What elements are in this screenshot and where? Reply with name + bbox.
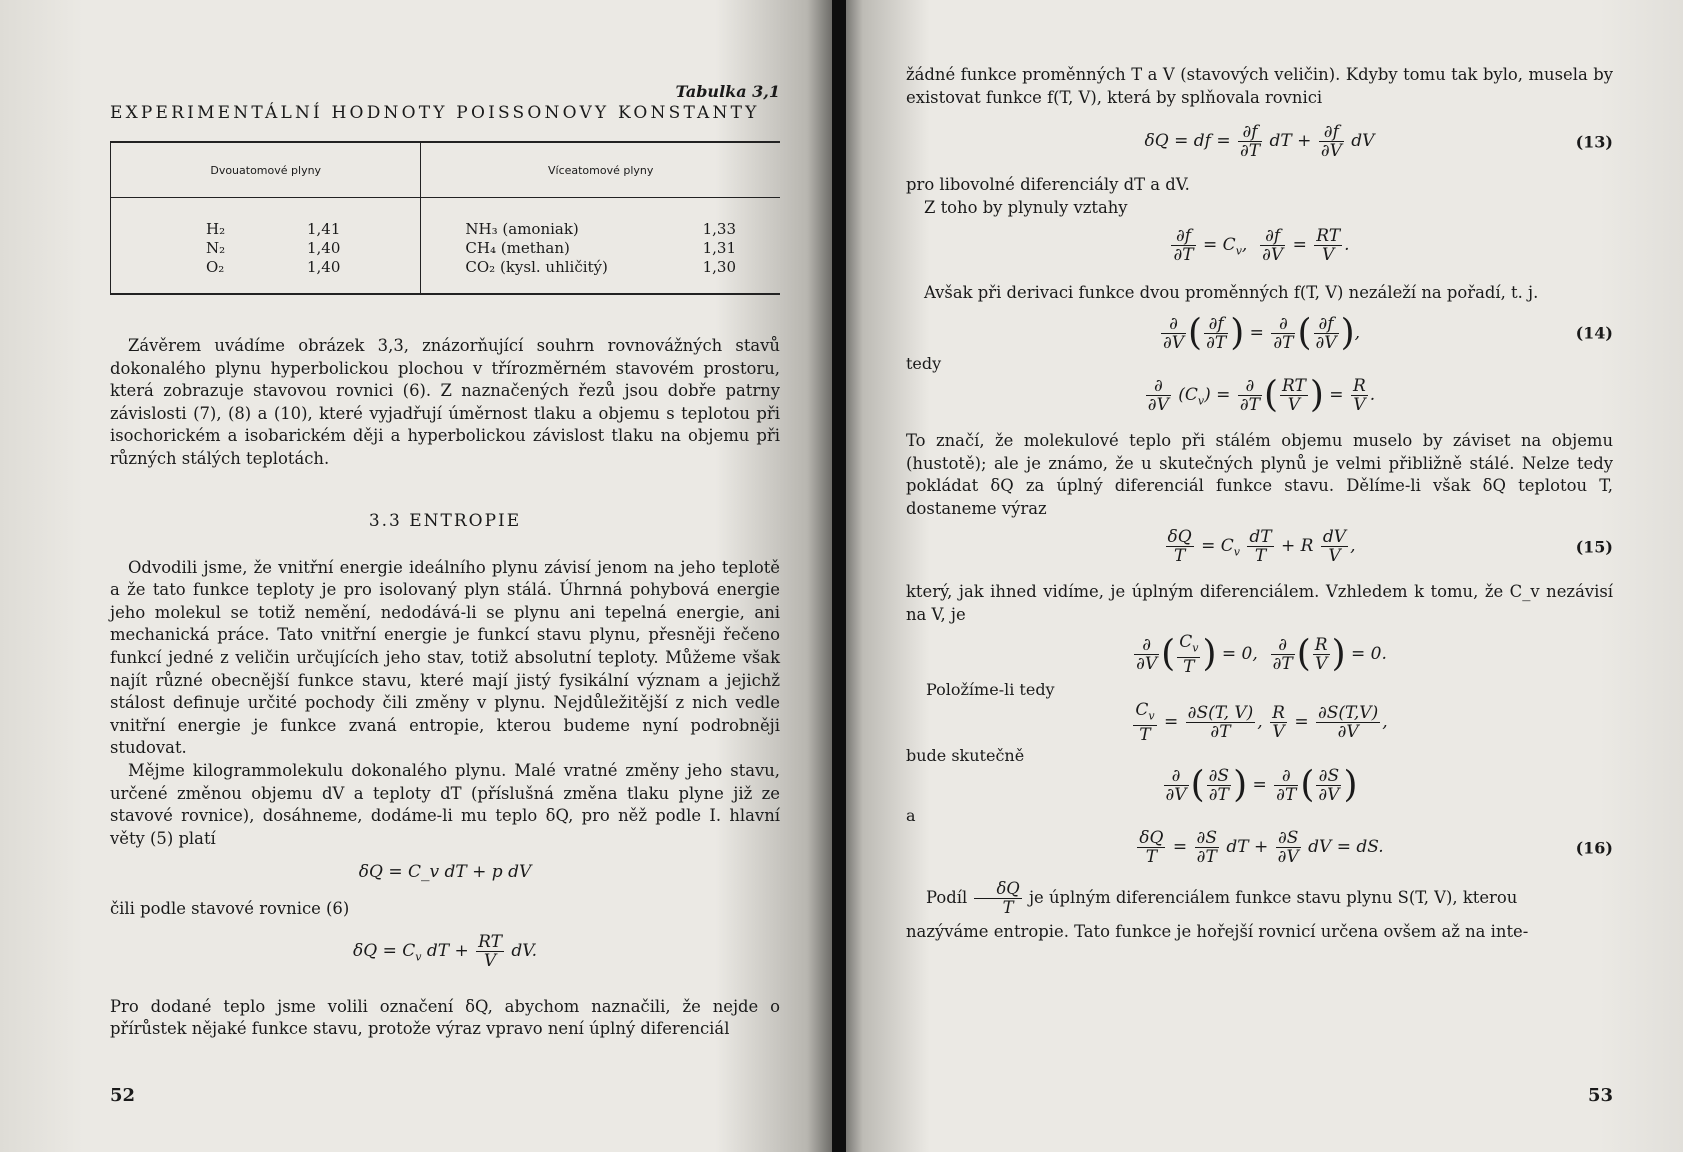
gas-value: 1,30 xyxy=(702,258,736,276)
page-number-right: 53 xyxy=(1587,1085,1613,1106)
equation-partials-zero: $\frac{\partial}{\partial V}$ ( $\frac{C_v}{T}$ ) = 0, $\frac{\partial}{\partial T}$ ( $\frac{R}{V}$ ) = 0. xyxy=(1136,631,1387,677)
equation-number-14: (14) xyxy=(1575,323,1613,343)
paragraph-exact-differential: který, jak ihned vidíme, je úplným diferenciálem. Vzhledem k tomu, že C_v nezávisí na V, je xyxy=(906,582,1613,624)
text-podil: Podíl xyxy=(926,888,968,908)
polyatomic-cell xyxy=(421,198,780,295)
text-a: a xyxy=(906,806,916,826)
text-cili: čili podle stavové rovnice (6) xyxy=(110,899,350,919)
equation-mixed-partials: $\frac{\partial}{\partial V}$ ( $\frac{\partial S}{\partial T}$ ) = $\frac{\partial}{\partial T}$ ( $\frac{\partial S}{\partial V}$ ) xyxy=(1165,764,1358,806)
gas-formula: H₂ xyxy=(206,220,226,238)
text-differentials: pro libovolné diferenciály dT a dV. xyxy=(906,175,1190,195)
equation-first-law: δQ = C_v dT + p dV xyxy=(358,862,532,883)
equation-relations: $\frac{\partial f}{\partial T}$ = $C_v$, $\frac{\partial f}{\partial V}$ = $\frac{RT}{V}$ . xyxy=(1173,226,1350,266)
right-page xyxy=(846,0,1683,1152)
gas-value: 1,31 xyxy=(702,239,736,257)
equation-number-15: (15) xyxy=(1575,537,1613,557)
equation-15: $\frac{\delta Q}{T}$ = $C_v$ $\frac{dT}{T}$ + R $\frac{dV}{V}$ , (15) xyxy=(1167,527,1613,567)
equation-number-16: (16) xyxy=(1575,838,1613,858)
paragraph-entropy-end: nazýváme entropie. Tato funkce je hořejší rovnicí určena ovšem až na inte- xyxy=(906,922,1529,942)
equation-state: $\delta Q = C_v$ dT + $\frac{RT}{V}$ dV. xyxy=(353,931,537,971)
book-gutter xyxy=(832,0,846,1152)
paragraph-entropy-intro: Odvodili jsme, že vnitřní energie ideálního plynu závisí jenom na jeho teplotě a že tato funkce teploty je pro isolovaný plyn stálá. Úhrnná pohybová energie jeho molekul se totiž nemění, nedodává-li se plynu ani tepelná energie, ani mechanická práce. Tato vnitřní energie je funkcí stavu plynu, přesněji řečeno funkcí jedné z veličin určujících jeho stav, totiž absolutní teploty. Můžeme však najít různé obecnější funkce stavu, které mají jistý fysikální význam a jejichž stálost definuje určité pochody čili změny v plynu. Nejdůležitější z nich vedle vnitřní energie je funkce zvaná entropie, kterou budeme nyní podrobněji studovat. xyxy=(110,557,780,758)
header-polyatomic: Víceatomové plyny xyxy=(421,142,780,198)
table-label: Tabulka 3,1 xyxy=(675,82,780,101)
table-row xyxy=(465,239,736,258)
paragraph-continuation: žádné funkce proměnných T a V (stavových veličin). Kdyby tomu tak bylo, musela by existovat funkce f(T, V), která by splňovala rovnici xyxy=(906,65,1613,107)
equation-16: $\frac{\delta Q}{T}$ = $\frac{\partial S}{\partial T}$ dT + $\frac{\partial S}{\partial V}$ dV = dS. (16) xyxy=(1139,828,1613,868)
table-row xyxy=(206,220,340,239)
table-title: EXPERIMENTÁLNÍ HODNOTY POISSONOVY KONSTANTY xyxy=(110,103,760,123)
text-relations: Z toho by plynuly vztahy xyxy=(924,197,1128,217)
gas-formula: CO₂ (kysl. uhličitý) xyxy=(465,258,608,276)
header-diatomic: Dvouatomové plyny xyxy=(111,142,421,198)
equation-number-13: (13) xyxy=(1575,132,1613,152)
paragraph-summary: Závěrem uvádíme obrázek 3,3, znázorňující souhrn rovnovážných stavů dokonalého plynu hyperbolickou plochou v třírozměrném stavovém prostoru, která zobrazuje stavovou rovnici (6). Z naznačených řezů jsou dobře patrny závislosti (7), (8) a (10), které vyjadřují úměrnost tlaku a objemu s teplotou při isochorickém a isobarickém ději a hyperbolickou závislost tlaku na objemu při různých stálých teplotách. xyxy=(110,336,780,468)
section-heading: 3.3 ENTROPIE xyxy=(368,510,522,531)
equation-entropy-definition: $\frac{C_v}{T}$ = $\frac{\partial S(T, V)}{\partial T}$ , $\frac{R}{V}$ = $\frac{\partial S(T,V)}{\partial V}$ , xyxy=(1135,699,1388,746)
equation-cv-volume: $\frac{\partial}{\partial V}$ $(C_v)$ = $\frac{\partial}{\partial T}$ ( $\frac{RT}{V}$ ) = $\frac{R}{V}$ . xyxy=(1147,374,1376,416)
table-row xyxy=(465,258,736,277)
gas-value: 1,40 xyxy=(307,258,341,276)
page-number-left: 52 xyxy=(110,1085,136,1106)
paragraph-molecular-heat: To značí, že molekulové teplo při stálém objemu muselo by záviset na objemu (hustotě); ale je známo, že u skutečných plynů je velmi přibližně stálé. Nelze tedy pokládat δQ za úplný diferenciál funkce stavu. Dělíme-li však δQ teplotou T, dostaneme výraz xyxy=(906,430,1613,518)
left-page xyxy=(0,0,832,1152)
gas-value: 1,40 xyxy=(307,239,341,257)
paragraph-heat-notation: Pro dodané teplo jsme volili označení δQ, abychom naznačili, že nejde o přírůstek nějaké funkce stavu, protože výraz vpravo není úplný diferenciál xyxy=(110,996,780,1039)
table-row xyxy=(206,239,340,258)
text-exact-state-function: je úplným diferenciálem funkce stavu plynu S(T, V), kterou xyxy=(1028,888,1518,908)
gas-formula: CH₄ (methan) xyxy=(465,239,570,257)
text-polozime: Položíme-li tedy xyxy=(926,679,1055,699)
equation-14: $\frac{\partial}{\partial V}$ ( $\frac{\partial f}{\partial T}$ ) = $\frac{\partial}{\partial T}$ ( $\frac{\partial f}{\partial V}$ ), (14) xyxy=(1162,312,1613,354)
gas-formula: NH₃ (amoniak) xyxy=(465,220,579,238)
text-tedy: tedy xyxy=(906,353,942,373)
diatomic-cell xyxy=(111,198,421,295)
text-bude: bude skutečně xyxy=(906,746,1025,766)
poisson-table xyxy=(110,141,780,295)
gas-value: 1,33 xyxy=(702,220,736,238)
gas-formula: O₂ xyxy=(206,258,225,276)
gas-value: 1,41 xyxy=(307,220,341,238)
gas-formula: N₂ xyxy=(206,239,226,257)
paragraph-derivative-order: Avšak při derivaci funkce dvou proměnných f(T, V) nezáleží na pořadí, t. j. xyxy=(924,283,1539,303)
paragraph-entropy-naming: Podíl $\frac{\delta Q}{T}$ je úplným diferenciálem funkce stavu plynu S(T, V), kterou xyxy=(926,879,1518,918)
paragraph-kilogrammolecule: Mějme kilogrammolekulu dokonalého plynu. Malé vratné změny jeho stavu, určené změnou objemu dV a teploty dT (příslušná změna tlaku plyne již ze stavové rovnice), dosáhneme, dodáme-li mu teplo δQ, pro něž podle I. hlavní věty (5) platí xyxy=(110,760,780,848)
equation-13: δQ = df = $\frac{\partial f}{\partial T}$ dT + $\frac{\partial f}{\partial V}$ dV (13) xyxy=(1144,122,1613,162)
table-row xyxy=(206,258,340,277)
table-row xyxy=(465,220,736,239)
